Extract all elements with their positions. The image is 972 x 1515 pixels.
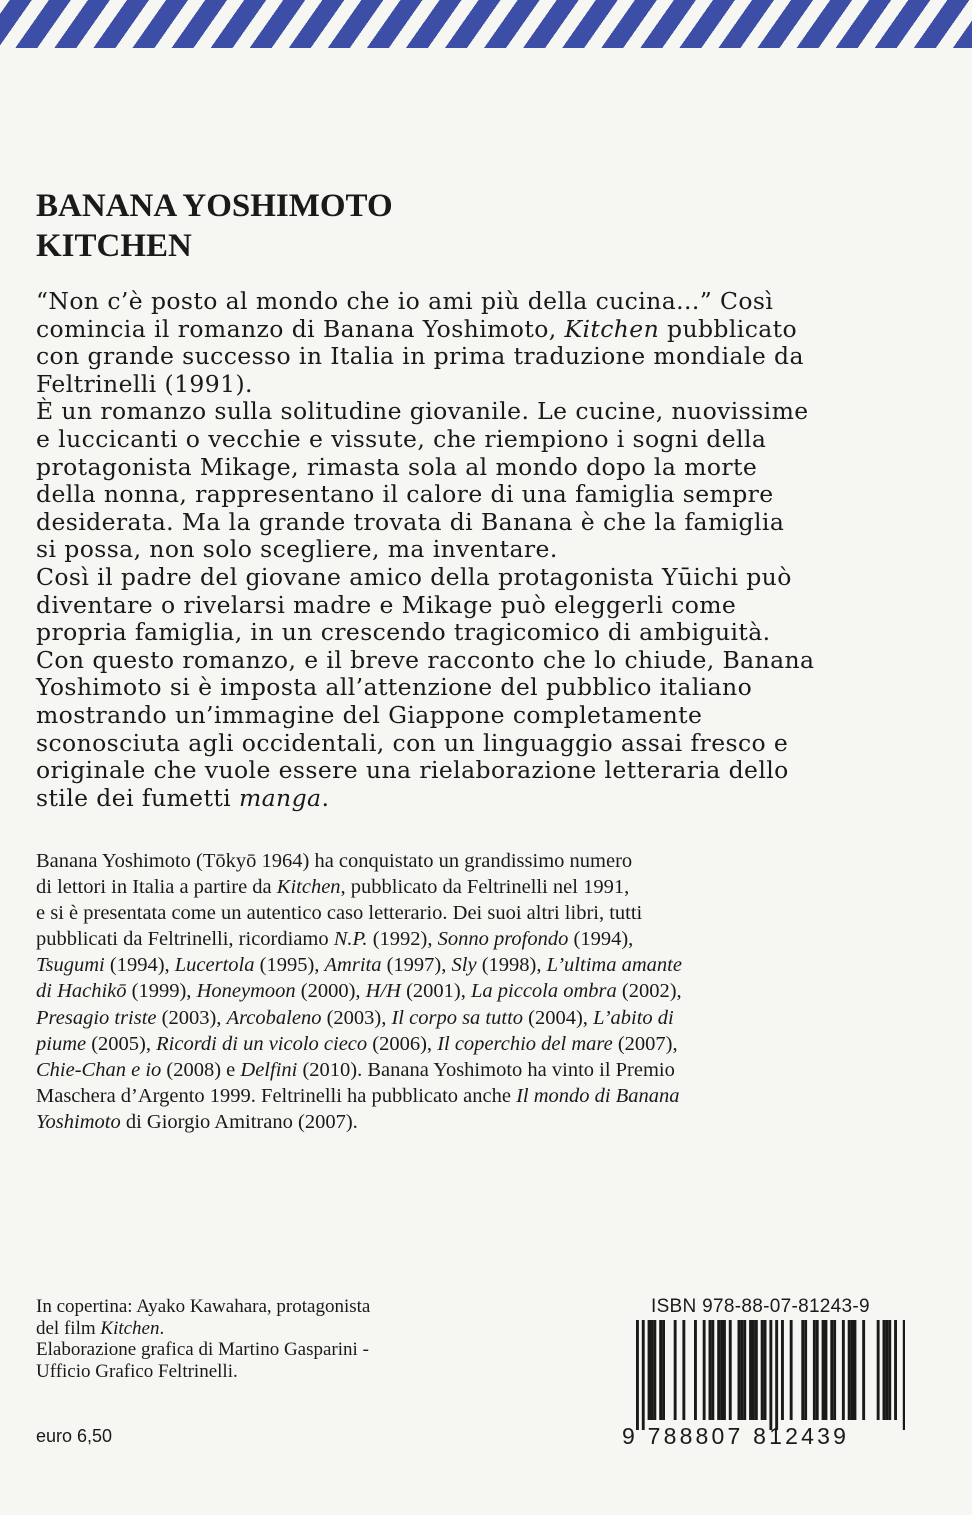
author-heading: BANANA YOSHIMOTO [36, 188, 393, 224]
text-run: Elaborazione grafica di Martino Gasparini - [36, 1339, 369, 1360]
barcode-bar [848, 1320, 851, 1420]
barcode-bar [694, 1320, 697, 1420]
barcode-bar [804, 1320, 807, 1420]
barcode-bar [813, 1320, 816, 1420]
text-run: (1994), [104, 954, 175, 977]
barcode-bar [651, 1320, 654, 1420]
text-run: (2001), [400, 980, 471, 1003]
barcode-bar [659, 1320, 662, 1420]
italic-title: Kitchen [276, 876, 341, 899]
text-run: (2003), [156, 1006, 227, 1029]
barcode-bar [674, 1320, 677, 1420]
text-run: È un romanzo sulla solitudine giovanile. Le cucine, nuovissime [36, 397, 809, 426]
text-run: Feltrinelli (1991). [36, 369, 253, 398]
italic-title: Presagio triste [36, 1006, 157, 1029]
text-run: . [321, 783, 330, 812]
barcode-bar [885, 1320, 888, 1420]
text-line [36, 426, 916, 454]
italic-title: La piccola ombra [471, 980, 617, 1003]
barcode-bar [833, 1320, 836, 1420]
text-line [36, 371, 916, 399]
text-run: della nonna, rappresentano il calore di una famiglia sempre [36, 480, 774, 509]
barcode-bar [740, 1320, 743, 1420]
italic-title: Tsugumi [36, 954, 105, 977]
text-run: (2004), [523, 1006, 594, 1029]
barcode-bar [709, 1320, 712, 1420]
text-line [36, 647, 916, 675]
barcode-bar [743, 1320, 746, 1420]
text-line [36, 481, 916, 509]
text-run: Con questo romanzo, e il breve racconto che lo chiude, Banana [36, 645, 815, 674]
barcode [620, 1320, 905, 1430]
italic-title: Kitchen [100, 1317, 160, 1339]
barcode-bar [775, 1320, 778, 1430]
italic-title: Amrita [324, 954, 382, 977]
barcode-bar [822, 1320, 825, 1420]
barcode-bar [816, 1320, 819, 1420]
text-line [36, 978, 916, 1004]
text-run: (1998), [476, 954, 547, 977]
text-run: , pubblicato da Feltrinelli nel 1991, [340, 876, 630, 899]
italic-title: Honeymoon [196, 980, 296, 1003]
text-line [36, 900, 916, 926]
text-run: (2008) e [161, 1058, 241, 1081]
text-run: comincia il romanzo di Banana Yoshimoto, [36, 314, 565, 343]
barcode-bar [862, 1320, 865, 1420]
text-run: originale che vuole essere una rielaborazione letteraria dello [36, 756, 789, 785]
text-line [36, 1109, 916, 1135]
italic-title: Arcobaleno [226, 1006, 322, 1029]
text-run: Yoshimoto si è imposta all’attenzione del pubblico italiano [36, 673, 753, 702]
italic-title: Chie-Chan e io [36, 1058, 162, 1081]
text-run: (2007), [612, 1032, 678, 1055]
text-line [36, 848, 916, 874]
barcode-bar [749, 1320, 752, 1420]
barcode-bar [764, 1320, 767, 1420]
italic-title: Delfini [240, 1058, 298, 1081]
text-line [36, 1296, 536, 1318]
italic-title: di Hachikō [36, 980, 127, 1003]
text-run: e luccicanti o vecchie e vissute, che riempiono i sogni della [36, 424, 767, 453]
italic-title: Sly [451, 954, 477, 977]
barcode-bar [636, 1320, 639, 1430]
text-run: diventare o rivelarsi madre e Mikage può eleggerli come [36, 590, 737, 619]
barcode-bar [790, 1320, 793, 1420]
italic-title: Yoshimoto [36, 1110, 121, 1133]
cover-credits [36, 1296, 536, 1382]
text-line [36, 398, 916, 426]
text-run: pubblicato [659, 314, 798, 343]
text-run: del film [36, 1317, 101, 1339]
text-line [36, 592, 916, 620]
text-run: stile dei fumetti [36, 783, 239, 812]
text-run: (2003), [321, 1006, 392, 1029]
barcode-bar [752, 1320, 755, 1420]
italic-title: piume [36, 1032, 87, 1055]
text-run: (1994), [568, 928, 634, 951]
barcode-bar [842, 1320, 845, 1420]
text-run: (1992), [367, 928, 438, 951]
top-stripe-band [0, 0, 972, 52]
text-run: Banana Yoshimoto (Tōkyō 1964) ha conquistato un grandissimo numero [36, 850, 633, 872]
text-line [36, 1361, 536, 1383]
italic-title: L’ultima amante [546, 954, 682, 977]
barcode-bar [769, 1320, 772, 1430]
text-line [36, 785, 916, 813]
text-line [36, 1031, 916, 1057]
text-line [36, 619, 916, 647]
italic-title: Sonno profondo [437, 928, 569, 951]
text-run: Così il padre del giovane amico della protagonista Yūichi può [36, 562, 792, 591]
barcode-bar [711, 1320, 714, 1420]
text-run: e si è presentata come un autentico caso letterario. Dei suoi altri libri, tutti [36, 902, 643, 925]
text-run: Maschera d’Argento 1999. Feltrinelli ha pubblicato anche [36, 1084, 517, 1107]
barcode-bar [854, 1320, 857, 1420]
barcode-bar [894, 1320, 897, 1420]
text-run: di Giorgio Amitrano (2007). [120, 1110, 358, 1133]
text-line [36, 454, 916, 482]
italic-title: Il coperchio del mare [437, 1032, 613, 1055]
text-run: con grande successo in Italia in prima traduzione mondiale da [36, 342, 804, 371]
text-run: (2006), [367, 1032, 438, 1055]
barcode-bar [761, 1320, 764, 1420]
barcode-bar [801, 1320, 804, 1420]
italic-title: N.P. [333, 928, 368, 951]
text-run: “Non c’è posto al mondo che io ami più della cucina...” Così [36, 287, 774, 315]
author-bio-text [36, 848, 916, 1135]
text-line [36, 926, 916, 952]
book-title: KITCHEN [36, 228, 192, 264]
barcode-bar [883, 1320, 886, 1420]
italic-title: L’abito di [593, 1006, 674, 1029]
text-run: (1997), [381, 954, 452, 977]
text-line [36, 1057, 916, 1083]
barcode-bar [648, 1320, 651, 1420]
text-line [36, 316, 916, 344]
barcode-digits: 9 788807 812439 [622, 1423, 850, 1449]
text-run: (2002), [616, 980, 682, 1003]
text-line [36, 1083, 916, 1109]
text-line [36, 1318, 536, 1340]
text-run: di lettori in Italia a partire da [36, 876, 277, 899]
text-run: In copertina: Ayako Kawahara, protagonista [36, 1296, 371, 1317]
italic-title: H/H [365, 980, 401, 1003]
italic-title: Kitchen [564, 314, 660, 343]
barcode-bar [717, 1320, 720, 1420]
text-line [36, 509, 916, 537]
text-run: (2005), [86, 1032, 157, 1055]
text-line [36, 343, 916, 371]
barcode-bar [653, 1320, 656, 1420]
text-run: protagonista Mikage, rimasta sola al mondo dopo la morte [36, 452, 758, 481]
italic-title: Il corpo sa tutto [391, 1006, 524, 1029]
text-run: desiderata. Ma la grande trovata di Banana è che la famiglia [36, 507, 785, 536]
barcode-bar [642, 1320, 645, 1430]
barcode-bar [877, 1320, 880, 1420]
text-line [36, 288, 916, 316]
barcode-bar [723, 1320, 726, 1420]
barcode-bar [755, 1320, 758, 1420]
barcode-bar [720, 1320, 723, 1420]
italic-title: manga [238, 783, 322, 812]
italic-title: Ricordi di un vicolo cieco [156, 1032, 368, 1055]
text-line [36, 1005, 916, 1031]
text-run: (1995), [254, 954, 325, 977]
barcode-bar [830, 1320, 833, 1420]
text-line [36, 874, 916, 900]
text-line [36, 1339, 536, 1361]
isbn-label: ISBN 978-88-07-81243-9 [651, 1296, 870, 1317]
text-line [36, 952, 916, 978]
text-run: (2000), [295, 980, 366, 1003]
italic-title: Il mondo di Banana [516, 1084, 680, 1107]
text-run: sconosciuta agli occidentali, con un linguaggio assai fresco e [36, 728, 789, 757]
barcode-bar [781, 1320, 784, 1420]
text-run: pubblicati da Feltrinelli, ricordiamo [36, 928, 334, 951]
text-line [36, 564, 916, 592]
text-line [36, 536, 916, 564]
text-run: (2010). Banana Yoshimoto ha vinto il Premio [297, 1058, 675, 1081]
barcode-bar [662, 1320, 665, 1420]
barcode-bar [682, 1320, 685, 1420]
price-label: euro 6,50 [36, 1426, 113, 1446]
synopsis-text [36, 288, 916, 812]
barcode-bar [851, 1320, 854, 1420]
text-line [36, 730, 916, 758]
barcode-bar [729, 1320, 732, 1420]
text-run: mostrando un’immagine del Giappone completamente [36, 700, 703, 729]
text-run: propria famiglia, in un crescendo tragicomico di ambiguità. [36, 618, 771, 647]
barcode-bar [738, 1320, 741, 1420]
text-run: (1999), [126, 980, 197, 1003]
text-run: si possa, non solo scegliere, ma inventare. [36, 535, 558, 564]
barcode-bar [703, 1320, 706, 1420]
barcode-bar [888, 1320, 891, 1420]
text-line [36, 702, 916, 730]
text-line [36, 757, 916, 785]
text-line [36, 674, 916, 702]
text-run: . [159, 1317, 165, 1339]
text-run: Ufficio Grafico Feltrinelli. [36, 1360, 238, 1382]
barcode-bar [825, 1320, 828, 1420]
italic-title: Lucertola [174, 954, 255, 977]
barcode-bar [903, 1320, 905, 1430]
